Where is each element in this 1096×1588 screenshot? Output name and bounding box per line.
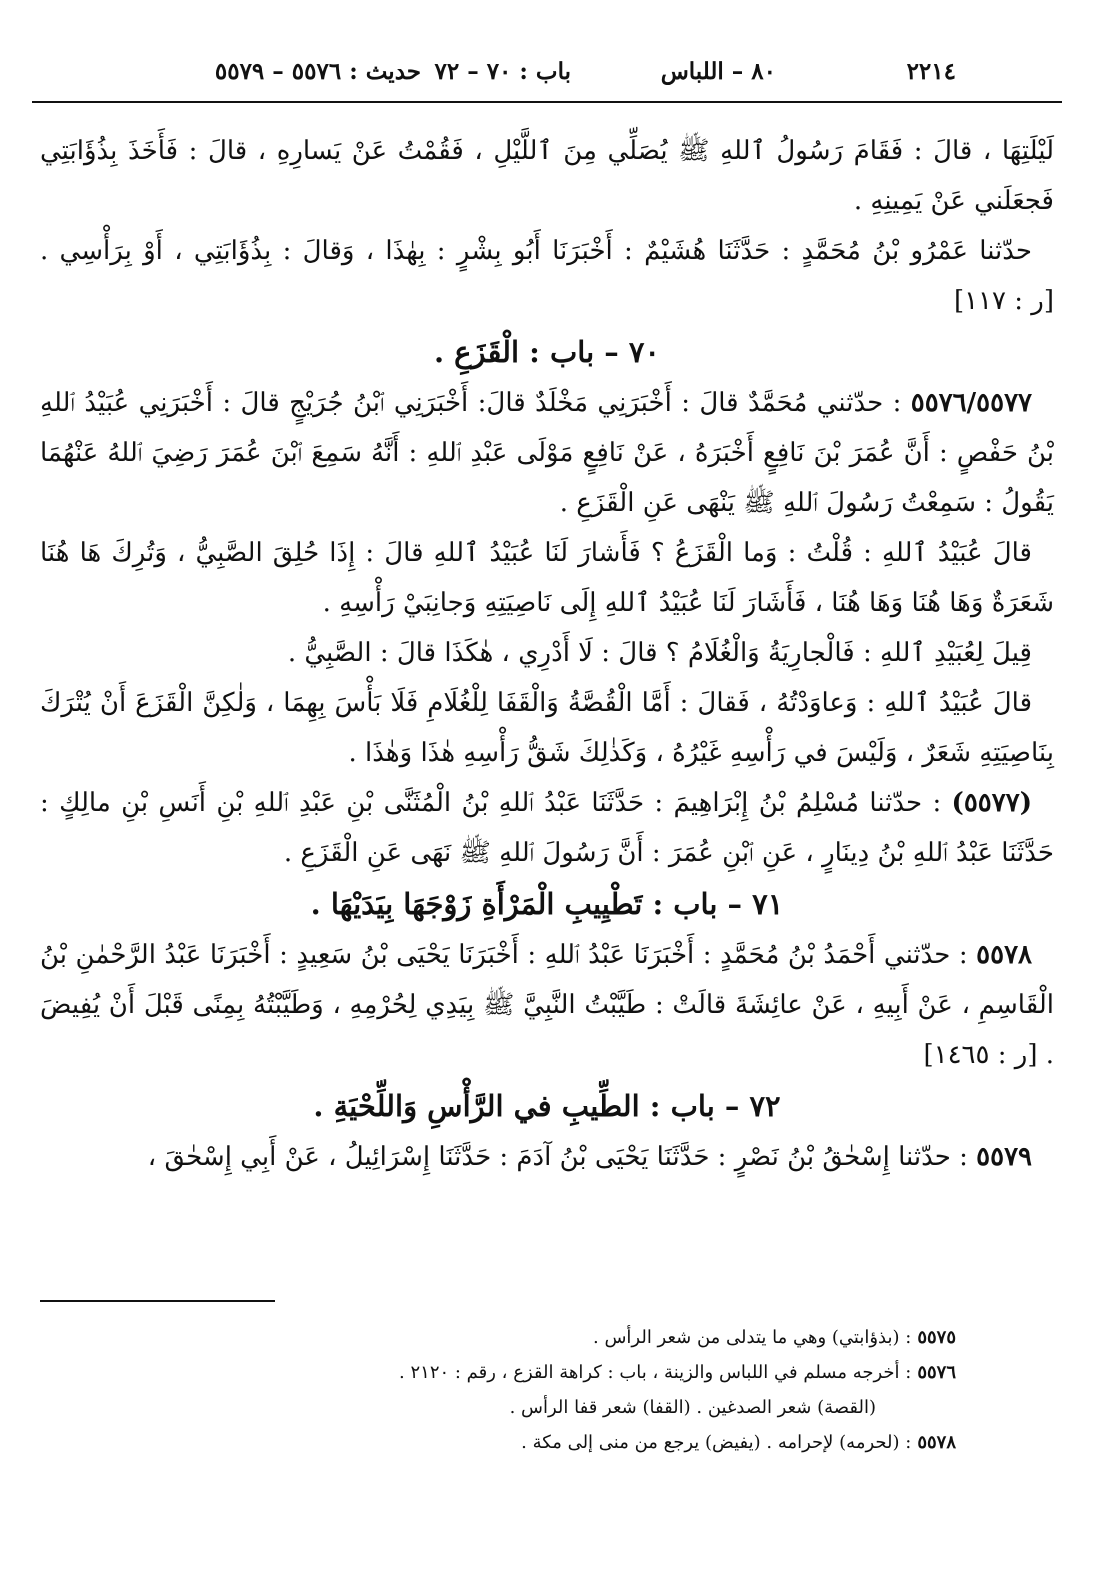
hadith-5576	[40, 378, 1054, 528]
footnote-number: ٥٥٧٨	[917, 1432, 956, 1453]
paragraph	[40, 628, 1054, 678]
paragraph-text: : حدّثنا إِسْحٰقُ بْنُ نَصْرٍ : حَدَّثَنَا يَحْيَى بْنُ آدَمَ : حَدَّثَنَا إِسْرَائِيلُ ، عَنْ أَبِي إِسْحٰقَ ،	[147, 1142, 968, 1172]
hadith-range: حديث : ٥٥٧٦ – ٥٥٧٩	[214, 58, 421, 85]
paragraph	[40, 226, 1054, 326]
footnote-text: : أخرجه مسلم في اللباس والزينة ، باب : كراهة القزع ، رقم : ٢١٢٠ .	[399, 1362, 912, 1383]
book-title: ٨٠ – اللباس	[660, 58, 776, 85]
footnote	[40, 1320, 956, 1355]
paragraph-text: : حدّثني مُحَمَّدٌ قالَ : أَخْبَرَنِي مَخْلَدٌ قالَ: أَخْبَرَنِي ٱبْنُ جُرَيْجٍ قالَ : أَخْبَرَنِي عُبَيْدُ ٱللهِ بْنُ حَفْصٍ : أَنَّ عُمَرَ بْنَ نَافِعٍ أَخْبَرَهُ ، عَنْ نَافِعٍ مَوْلَى عَبْدِ ٱللهِ : أَنَّهُ سَمِعَ ٱبْنَ عُمَرَ رَضِيَ ٱللهُ عَنْهُمَا يَقُولُ : سَمِعْتُ رَسُولَ ٱللهِ ﷺ يَنْهَى عَنِ الْقَزَعِ .	[40, 388, 1054, 518]
hadith-5579	[40, 1132, 1054, 1182]
footnote-divider	[40, 1300, 275, 1302]
hadith-5578	[40, 930, 1054, 1080]
footnote-text: : (لحرمه) لإحرامه . (يفيض) يرجع من منى إلى مكة .	[521, 1432, 912, 1453]
footnote	[40, 1355, 956, 1390]
footnote-number: ٥٥٧٦	[917, 1362, 956, 1383]
cross-reference: [ر : ١١٧]	[953, 286, 1054, 316]
hadith-5577	[40, 778, 1054, 878]
paragraph-text: : حدّثنا مُسْلِمُ بْنُ إِبْرَاهِيمَ : حَدَّثَنَا عَبْدُ ٱللهِ بْنُ الْمُثَنَّى بْنِ عَبْدِ ٱللهِ بْنِ أَنَسِ بْنِ مالِكٍ : حَدَّثَنَا عَبْدُ ٱللهِ بْنُ دِينَارٍ ، عَنِ ٱبْنِ عُمَرَ : أَنَّ رَسُولَ ٱللهِ ﷺ نَهَى عَنِ الْقَزَعِ .	[40, 788, 1054, 868]
footnote-text: : (بذؤابتي) وهي ما يتدلى من شعر الرأس .	[593, 1327, 912, 1348]
chapter-heading-71: ٧١ – باب : تَطْيِيبِ الْمَرْأَةِ زَوْجَهَا بِيَدَيْهَا .	[310, 887, 784, 921]
hadith-number: ٥٥٧٩	[976, 1142, 1032, 1172]
hadith-number: ٥٥٧٨	[976, 940, 1033, 970]
footnotes	[40, 1320, 956, 1460]
paragraph	[40, 528, 1054, 628]
paragraph-text: قالَ عُبَيْدُ ٱللهِ : وَعاوَدْتُهُ ، فَقالَ : أَمَّا الْقُصَّةُ وَالْقَفَا لِلْغُلَامِ فَلَا بَأْسَ بِهِمَا ، وَلٰكِنَّ الْقَزَعَ أَنْ يُتْرَكَ بِنَاصِيَتِهِ شَعَرٌ ، وَلَيْسَ في رَأْسِهِ غَيْرُهُ ، وَكَذٰلِكَ شَقُّ رَأْسِهِ هٰذَا وَهٰذَا .	[40, 688, 1054, 768]
paragraph	[40, 126, 1054, 226]
page-number: ٢٢١٤	[906, 58, 956, 85]
footnote	[40, 1425, 956, 1460]
paragraph	[40, 678, 1054, 778]
chapter-heading-70: ٧٠ – باب : الْقَزَعِ .	[433, 335, 660, 369]
paragraph-text: : حدّثني أَحْمَدُ بْنُ مُحَمَّدٍ : أَخْبَرَنَا عَبْدُ ٱللهِ : أَخْبَرَنَا يَحْيَى بْنُ سَعِيدٍ : أَخْبَرَنَا عَبْدُ الرَّحْمٰنِ بْنُ الْقَاسِمِ ، عَنْ أَبِيهِ ، عَنْ عائِشَةَ قالَتْ : طَيَّبْتُ النَّبِيَّ ﷺ بِيَدِي لِحُرْمِهِ ، وَطَيَّبْتُهُ بِمِنًى قَبْلَ أَنْ يُفِيضَ .	[40, 940, 1054, 1070]
footnote-text: (القصة) شعر الصدغين . (القفا) شعر قفا الرأس .	[509, 1397, 876, 1418]
footnote-number: ٥٥٧٥	[917, 1327, 956, 1348]
footnote-continuation	[40, 1390, 956, 1425]
cross-reference: [ر : ١٤٦٥]	[923, 1040, 1038, 1070]
paragraph-text: قِيلَ لِعُبَيْدِ ٱللهِ : فَالْجارِيَةُ وَالْغُلَامُ ؟ قالَ : لَا أَدْرِي ، هٰكَذَا قالَ : الصَّبِيُّ .	[287, 638, 1032, 668]
hadith-number: ٥٥٧٦/٥٥٧٧	[910, 388, 1032, 418]
header-divider	[32, 101, 1062, 103]
chapter-heading-72: ٧٢ – باب : الطِّيبِ في الرَّأْسِ وَاللِّحْيَةِ .	[313, 1089, 781, 1123]
hadith-number: (٥٥٧٧)	[951, 788, 1033, 818]
paragraph-text: لَيْلَتِهَا ، قالَ : فَقَامَ رَسُولُ ٱللهِ ﷺ يُصَلِّي مِنَ ٱللَّيْلِ ، فَقُمْتُ عَنْ يَسارِهِ ، قالَ : فَأَخَذَ بِذُؤَابَتِي فَجعَلَني عَنْ يَمِينِهِ .	[40, 136, 1054, 216]
paragraph-text: حدّثنا عَمْرُو بْنُ مُحَمَّدٍ : حَدَّثَنَا هُشَيْمٌ : أَخْبَرَنَا أَبُو بِشْرٍ : بِهٰذَا ، وَقالَ : بِذُؤَابَتِي ، أَوْ بِرَأْسِي .	[40, 236, 1032, 266]
paragraph-text: قالَ عُبَيْدُ ٱللهِ : قُلْتُ : وَما الْقَزَعُ ؟ فَأَشارَ لَنَا عُبَيْدُ ٱللهِ قالَ : إِذَا حُلِقَ الصَّبِيُّ ، وَتُرِكَ هَا هُنَا شَعَرَةٌ وَهَا هُنَا وَهَا هُنَا ، فَأَشَارَ لَنَا عُبَيْدُ ٱللهِ إِلَى نَاصِيَتِهِ وَجانِبَيْ رَأْسِهِ .	[40, 538, 1054, 618]
main-text	[40, 126, 1054, 1182]
running-header	[160, 52, 956, 92]
chapter-range: باب : ٧٠ – ٧٢	[434, 58, 571, 85]
